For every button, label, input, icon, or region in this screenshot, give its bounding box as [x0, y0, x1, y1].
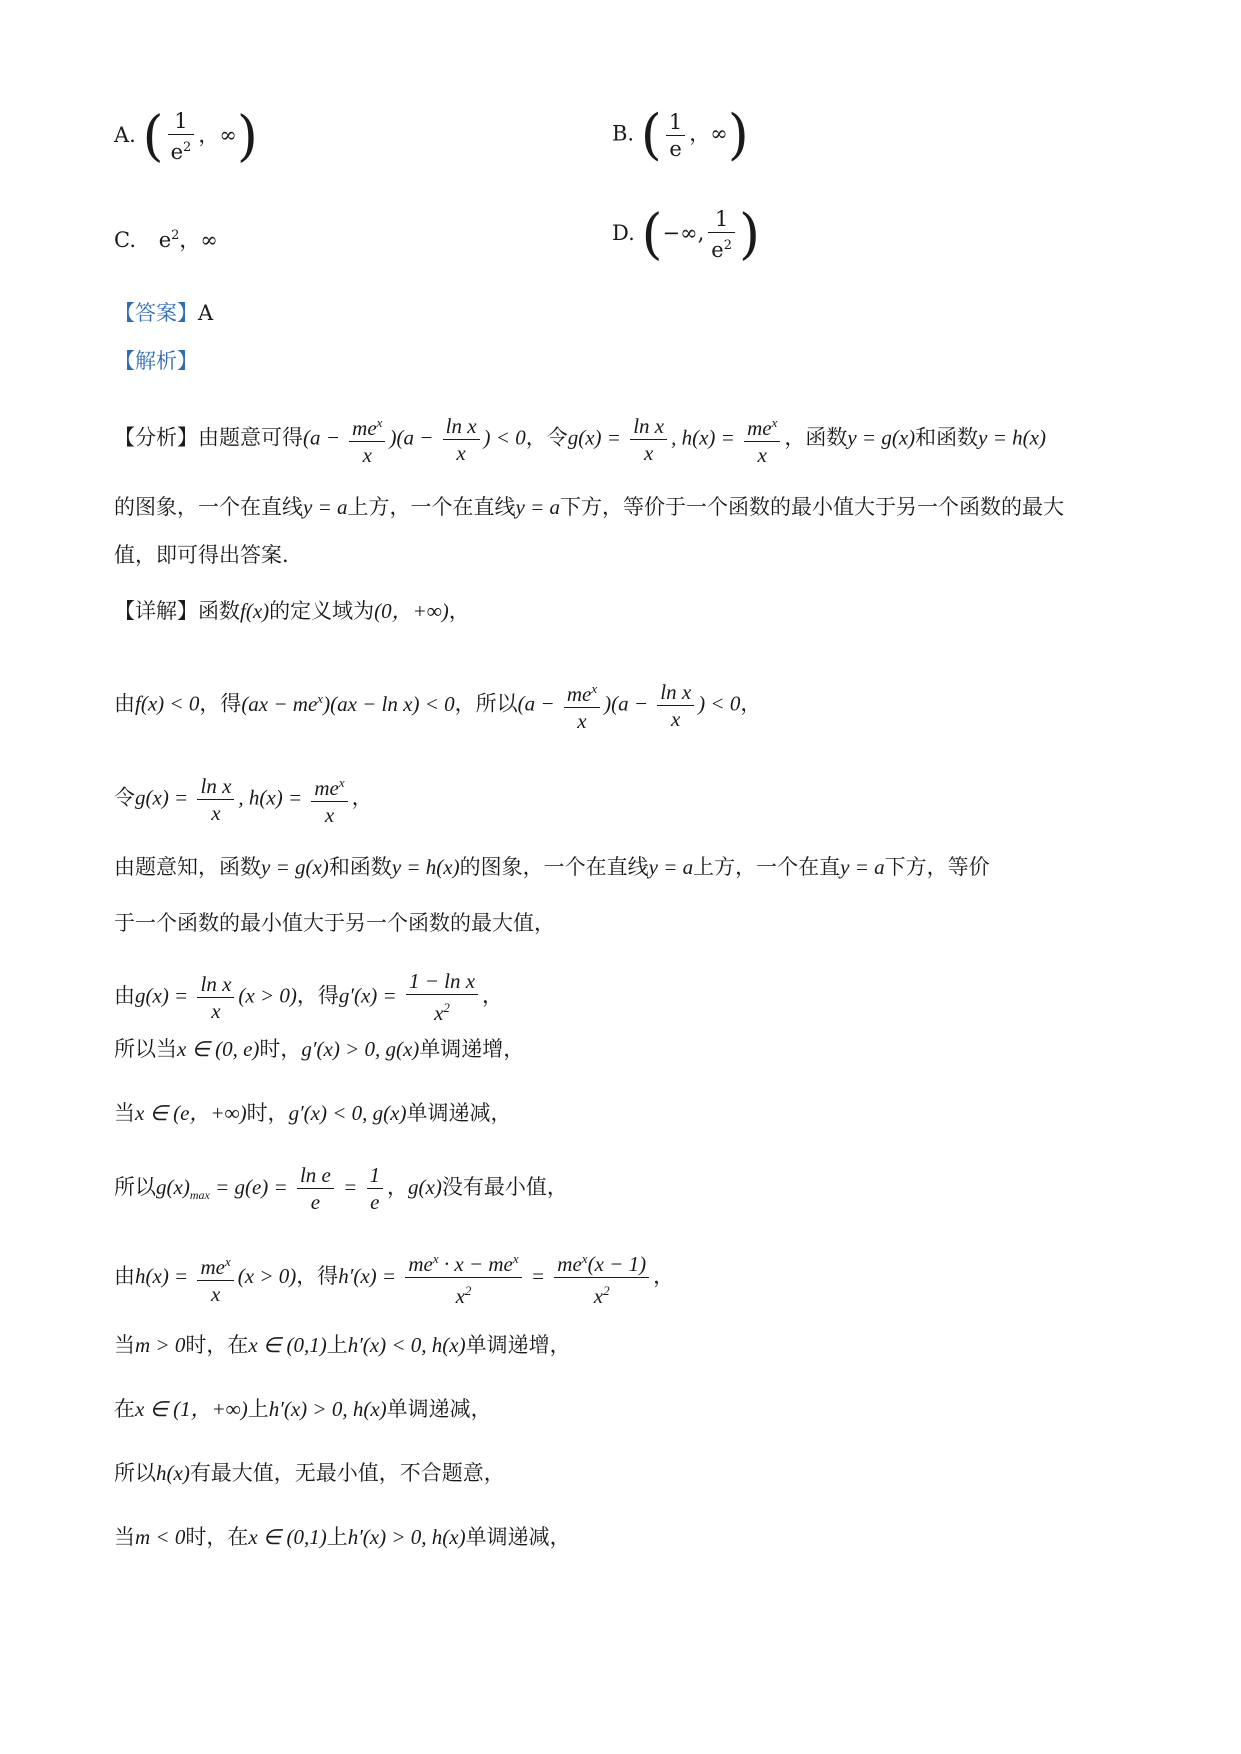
option-d-letter: D. [612, 221, 635, 245]
option-a-tail: ，∞ [198, 123, 237, 147]
option-a-fraction: $\frac{1}{e^2}$ [168, 108, 195, 165]
option-a-letter: A. [114, 123, 136, 147]
detail-line-2: 由f(x) < 0，得$(ax - me^x)(ax - \ln x) < 0$，所以(a − $\frac{me^x}{x}$ )(a − $\frac{\text{ln x}}{x}$ ) < 0， [114, 676, 761, 734]
option-d-fraction: $\frac{1}{e^2}$ [708, 206, 735, 263]
detail-line-7: 所以当x ∈ (0, e)时，g′(x) > 0, g(x)单调递增， [114, 1037, 525, 1061]
option-c-letter: C. [114, 228, 136, 252]
option-a: A. ( $\frac{1}{e^2}$ ，∞) [114, 104, 258, 168]
option-c: C. $e^2$，∞ [114, 228, 218, 252]
detail-line-4: 由题意知，函数y = g(x)和函数y = h(x)的图象，一个在直线y = a上方，一个在直y = a下方，等价 [114, 855, 990, 879]
fenxi-line-1: 【分析】由题意可得(a − $\frac{me^x}{x}$ )(a − $\frac{\text{ln x}}{x}$ ) < 0，令g(x) = $\frac{\text{ln x}}{x}$ , h(x) = $\frac{me^x}{x}$ ，函数y = g(x)和函数y = h(x) [114, 410, 1046, 468]
detail-line-1: 【详解】函数f(x)的定义域为(0，+∞)， [114, 599, 470, 623]
detail-line-12: 在x ∈ (1，+∞)上h′(x) > 0, h(x)单调递减， [114, 1397, 492, 1421]
detail-line-14: 当m < 0时，在x ∈ (0,1)上h′(x) > 0, h(x)单调递减， [114, 1525, 571, 1549]
detail-line-8: 当x ∈ (e，+∞)时，g′(x) < 0, g(x)单调递减， [114, 1101, 512, 1125]
option-d: D. (−∞, $\frac{1}{e^2}$ ) [612, 202, 761, 266]
detail-line-5: 于一个函数的最小值大于另一个函数的最大值， [114, 911, 555, 935]
answer-label: 【答案】 [114, 301, 198, 325]
detail-line-3: 令g(x) = $\frac{\text{ln x}}{x}$ , h(x) = $\frac{me^x}{x}$ ， [114, 770, 373, 828]
option-b-tail: ，∞ [689, 121, 728, 146]
fenxi-line-3: 值，即可得出答案. [114, 543, 289, 567]
option-b-fraction: $\frac{1}{e}$ [666, 109, 685, 162]
fenxi-line-2: 的图象，一个在直线y = a上方，一个在直线y = a下方，等价于一个函数的最小值大于另一个函数的最大 [114, 495, 1064, 519]
paren-icon: ( [142, 104, 164, 168]
answer-line [114, 298, 213, 328]
analysis-label: 【解析】 [114, 349, 198, 373]
analysis-line [114, 346, 198, 376]
detail-line-13: 所以h(x)有最大值，无最小值，不合题意， [114, 1461, 505, 1485]
detail-line-10: 由h(x) = $\frac{me^x}{x}$ (x > 0)，得h′(x) = $\frac{me^x \cdot x - me^x}{x^2}$ = $\frac{me^x(x - 1)}{x^2}$ ， [114, 1246, 674, 1309]
detail-line-9: 所以$g(x)_{max} = g(e)$ = $\frac{\text{ln e}}{e}$ = $\frac{1}{e}$ ，g(x)没有最小值， [114, 1163, 568, 1214]
detail-line-11: 当m > 0时，在x ∈ (0,1)上h′(x) < 0, h(x)单调递增， [114, 1333, 571, 1357]
option-b: B. ( $\frac{1}{e}$ ，∞) [612, 103, 749, 166]
detail-line-6: 由g(x) = $\frac{\text{ln x}}{x}$ (x > 0)，得g′(x) = $\frac{\text{1 − ln x}}{x^2}$ ， [114, 969, 504, 1025]
option-b-letter: B. [612, 121, 635, 146]
answer-value: A [198, 301, 214, 325]
